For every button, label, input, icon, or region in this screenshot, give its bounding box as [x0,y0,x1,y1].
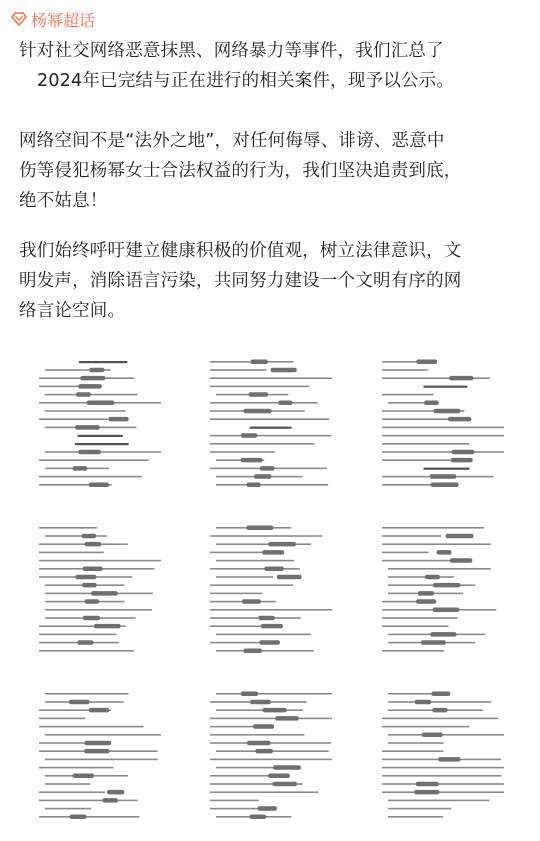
document-text-line [39,476,142,478]
redaction-mark [448,417,471,422]
document-text-line [216,543,311,545]
document-page-preview [29,347,176,497]
document-text-line [388,816,443,818]
document-text-line [388,742,444,744]
redaction-mark [89,708,109,713]
redaction-mark [258,806,277,811]
document-page-preview [29,679,176,829]
post-paragraph-1 [19,36,524,96]
post-text-line: 我们始终呼吁建立健康积极的价值观，树立法律意识，文 [19,241,462,261]
document-text-line [210,593,262,595]
document-page-preview [372,513,519,663]
document-text-line [388,734,504,736]
redaction-mark [94,624,120,629]
redaction-mark [430,474,456,479]
document-text-line [210,402,318,404]
redaction-mark [76,392,91,397]
redaction-mark [452,450,475,455]
redaction-mark [78,450,100,455]
redaction-mark [272,782,297,787]
document-text-line [210,568,300,570]
redaction-mark [250,700,271,705]
document-text-line [382,560,459,562]
document-text-line [39,560,161,562]
post-paragraph-2 [19,126,524,216]
redaction-mark [241,433,257,438]
document-text-line [382,369,428,371]
redaction-mark [262,550,284,555]
redaction-mark [108,417,128,422]
post-image-thumbnail[interactable] [29,679,176,829]
document-text-line [210,535,322,537]
redaction-mark [253,724,274,729]
redaction-mark [73,466,88,471]
redaction-mark [416,599,436,604]
document-text-line [216,709,303,711]
redaction-mark [415,700,431,705]
document-text-line [382,750,444,752]
redaction-mark [438,757,460,762]
post-image-thumbnail[interactable] [200,679,347,829]
document-text-line [210,775,273,777]
redaction-mark [278,401,292,406]
redaction-mark [76,575,97,580]
redaction-mark [250,815,266,820]
post-text-line: 2024年已完结与正在进行的相关案件，现予以公示。 [37,71,455,91]
document-text-line [388,800,489,802]
image-grid [29,347,519,836]
post-paragraph-3 [19,236,524,326]
document-page-preview [372,679,519,829]
document-text-line [382,650,444,652]
document-page-preview [29,513,176,663]
document-text-line [45,394,138,396]
document-text-line [39,718,85,720]
post-text-line: 针对社交网络恶意抹黑、网络暴力等事件，我们汇总了 [19,41,444,61]
redaction-mark [271,368,297,373]
redaction-mark [85,542,102,547]
document-text-line [39,800,138,802]
post-text-line: 伤等侵犯杨幂女士合法权益的行为，我们坚决追责到底， [19,161,462,181]
redaction-mark [433,583,460,588]
document-text-line [216,634,311,636]
redaction-mark [75,425,100,430]
supertopic-diamond-icon [11,11,27,27]
document-text-line [216,484,328,486]
redaction-mark [431,483,459,488]
post-text-line: 明发声，消除语言污染，共同努力建设一个文明有序的网 [19,271,462,291]
post-text-line: 网络空间不是“法外之地”，对任何侮辱、诽谤、恶意中 [19,131,445,151]
redaction-mark [83,616,100,621]
document-text-line [210,759,332,761]
redaction-mark [251,360,268,365]
document-text-line [382,535,441,537]
document-text-line [210,800,259,802]
post-image-thumbnail[interactable] [200,347,347,497]
document-text-line [210,451,275,453]
redaction-mark [275,716,298,721]
redaction-mark [264,567,283,572]
document-text-line [78,435,123,437]
document-text-line [388,808,451,810]
document-text-line [210,377,332,379]
document-text-line [210,418,329,420]
redaction-mark [434,409,461,414]
redaction-mark [244,649,262,654]
redaction-mark [424,401,438,406]
post-text-line: 络言论空间。 [19,301,126,321]
redaction-mark [260,640,280,645]
redaction-mark [89,368,104,373]
redaction-mark [247,741,270,746]
redaction-mark [433,608,460,613]
document-text-line [45,609,152,611]
document-text-line [210,609,332,611]
document-text-line [39,767,113,769]
redaction-mark [277,575,302,580]
document-text-line [210,584,293,586]
redaction-mark [432,708,447,713]
document-text-line [45,808,91,810]
document-text-line [216,576,273,578]
redaction-mark [418,591,434,596]
document-text-line [382,552,429,554]
redaction-mark [422,733,443,738]
redaction-mark [73,774,94,779]
redaction-mark [84,749,109,754]
redaction-mark [241,458,262,463]
document-page-preview [200,347,347,497]
document-text-line [382,527,484,529]
post-text-line: 绝不姑息！ [19,191,108,211]
document-text-line [39,527,97,529]
document-text-line [250,427,292,429]
redaction-mark [82,534,96,539]
redaction-mark [260,466,275,471]
document-text-line [382,791,504,793]
redaction-mark [449,376,473,381]
redaction-mark [247,483,261,488]
redaction-mark [241,692,258,697]
redaction-mark [261,624,283,629]
redaction-mark [85,599,99,604]
document-text-line [210,443,314,445]
document-text-line [216,650,314,652]
redaction-mark [107,790,124,795]
redaction-mark [70,815,87,820]
redaction-mark [89,483,109,488]
document-text-line [424,468,470,470]
document-text-line [79,361,127,363]
redaction-mark [414,790,439,795]
redaction-mark [244,409,272,414]
redaction-mark [437,550,452,555]
redaction-mark [432,692,451,697]
document-text-line [210,808,265,810]
document-text-line [39,459,149,461]
document-text-line [39,418,108,420]
document-text-line [382,443,469,445]
document-text-line [382,767,504,769]
document-text-line [216,560,294,562]
document-text-line [75,443,129,445]
document-text-line [388,584,475,586]
redaction-mark [85,741,112,746]
post-image-thumbnail[interactable] [372,679,519,829]
document-text-line [210,617,301,619]
document-text-line [45,759,158,761]
document-text-line [216,693,332,695]
redaction-mark [69,700,89,705]
redaction-mark [91,591,118,596]
document-text-line [382,726,470,728]
document-text-line [45,410,126,412]
document-text-line [210,642,263,644]
redaction-mark [425,575,440,580]
redaction-mark [87,401,114,406]
document-text-line [45,451,161,453]
redaction-mark [268,542,296,547]
redaction-mark [451,458,473,463]
redaction-mark [242,599,261,604]
document-text-line [382,427,504,429]
redaction-mark [249,392,269,397]
document-text-line [39,726,144,728]
redaction-mark [273,765,301,770]
document-text-line [39,552,104,554]
supertopic-link[interactable] [11,6,95,32]
post-image-thumbnail[interactable] [29,513,176,663]
redaction-mark [416,782,439,787]
document-page-preview [200,679,347,829]
document-text-line [210,386,309,388]
document-text-line [382,484,431,486]
document-text-line [382,625,448,627]
document-text-line [382,775,501,777]
document-text-line [45,535,107,537]
redaction-mark [268,774,290,779]
document-text-line [388,568,491,570]
document-page-preview [200,513,347,663]
redaction-mark [263,708,287,713]
post-image-thumbnail[interactable] [200,513,347,663]
redaction-mark [430,632,456,637]
document-text-line [39,634,117,636]
document-text-line [45,693,129,695]
document-text-line [382,718,498,720]
post-image-thumbnail[interactable] [372,513,519,663]
redaction-mark [78,384,101,389]
redaction-mark [421,640,446,645]
document-text-line [210,726,256,728]
post-image-thumbnail[interactable] [29,347,176,497]
redaction-mark [80,376,105,381]
redaction-mark [77,640,93,645]
document-text-line [210,369,266,371]
supertopic-label: 杨幂超话 [31,10,96,30]
document-text-line [388,701,491,703]
post-image-thumbnail[interactable] [372,347,519,497]
redaction-mark [450,558,472,563]
document-text-line [210,435,331,437]
document-text-line [382,451,504,453]
document-text-line [382,435,504,437]
document-text-line [388,576,454,578]
redaction-mark [416,360,437,365]
document-text-line [39,650,134,652]
document-text-line [210,742,331,744]
document-text-line [382,543,491,545]
document-text-line [39,791,105,793]
redaction-mark [82,583,96,588]
document-page-preview [372,347,519,497]
document-text-line [39,816,140,818]
document-text-line [382,377,490,379]
redaction-mark [259,616,275,621]
document-text-line [210,734,305,736]
document-text-line [382,617,457,619]
document-text-line [45,783,90,785]
redaction-mark [446,534,474,539]
document-text-line [39,543,128,545]
document-text-line [382,394,434,396]
redaction-mark [103,798,118,803]
document-text-line [210,718,332,720]
document-text-line [210,791,319,793]
document-text-line [423,386,467,388]
redaction-mark [256,749,274,754]
redaction-mark [254,474,271,479]
redaction-mark [83,567,103,572]
redaction-mark [246,526,273,531]
document-text-line [382,783,504,785]
document-text-line [45,734,161,736]
